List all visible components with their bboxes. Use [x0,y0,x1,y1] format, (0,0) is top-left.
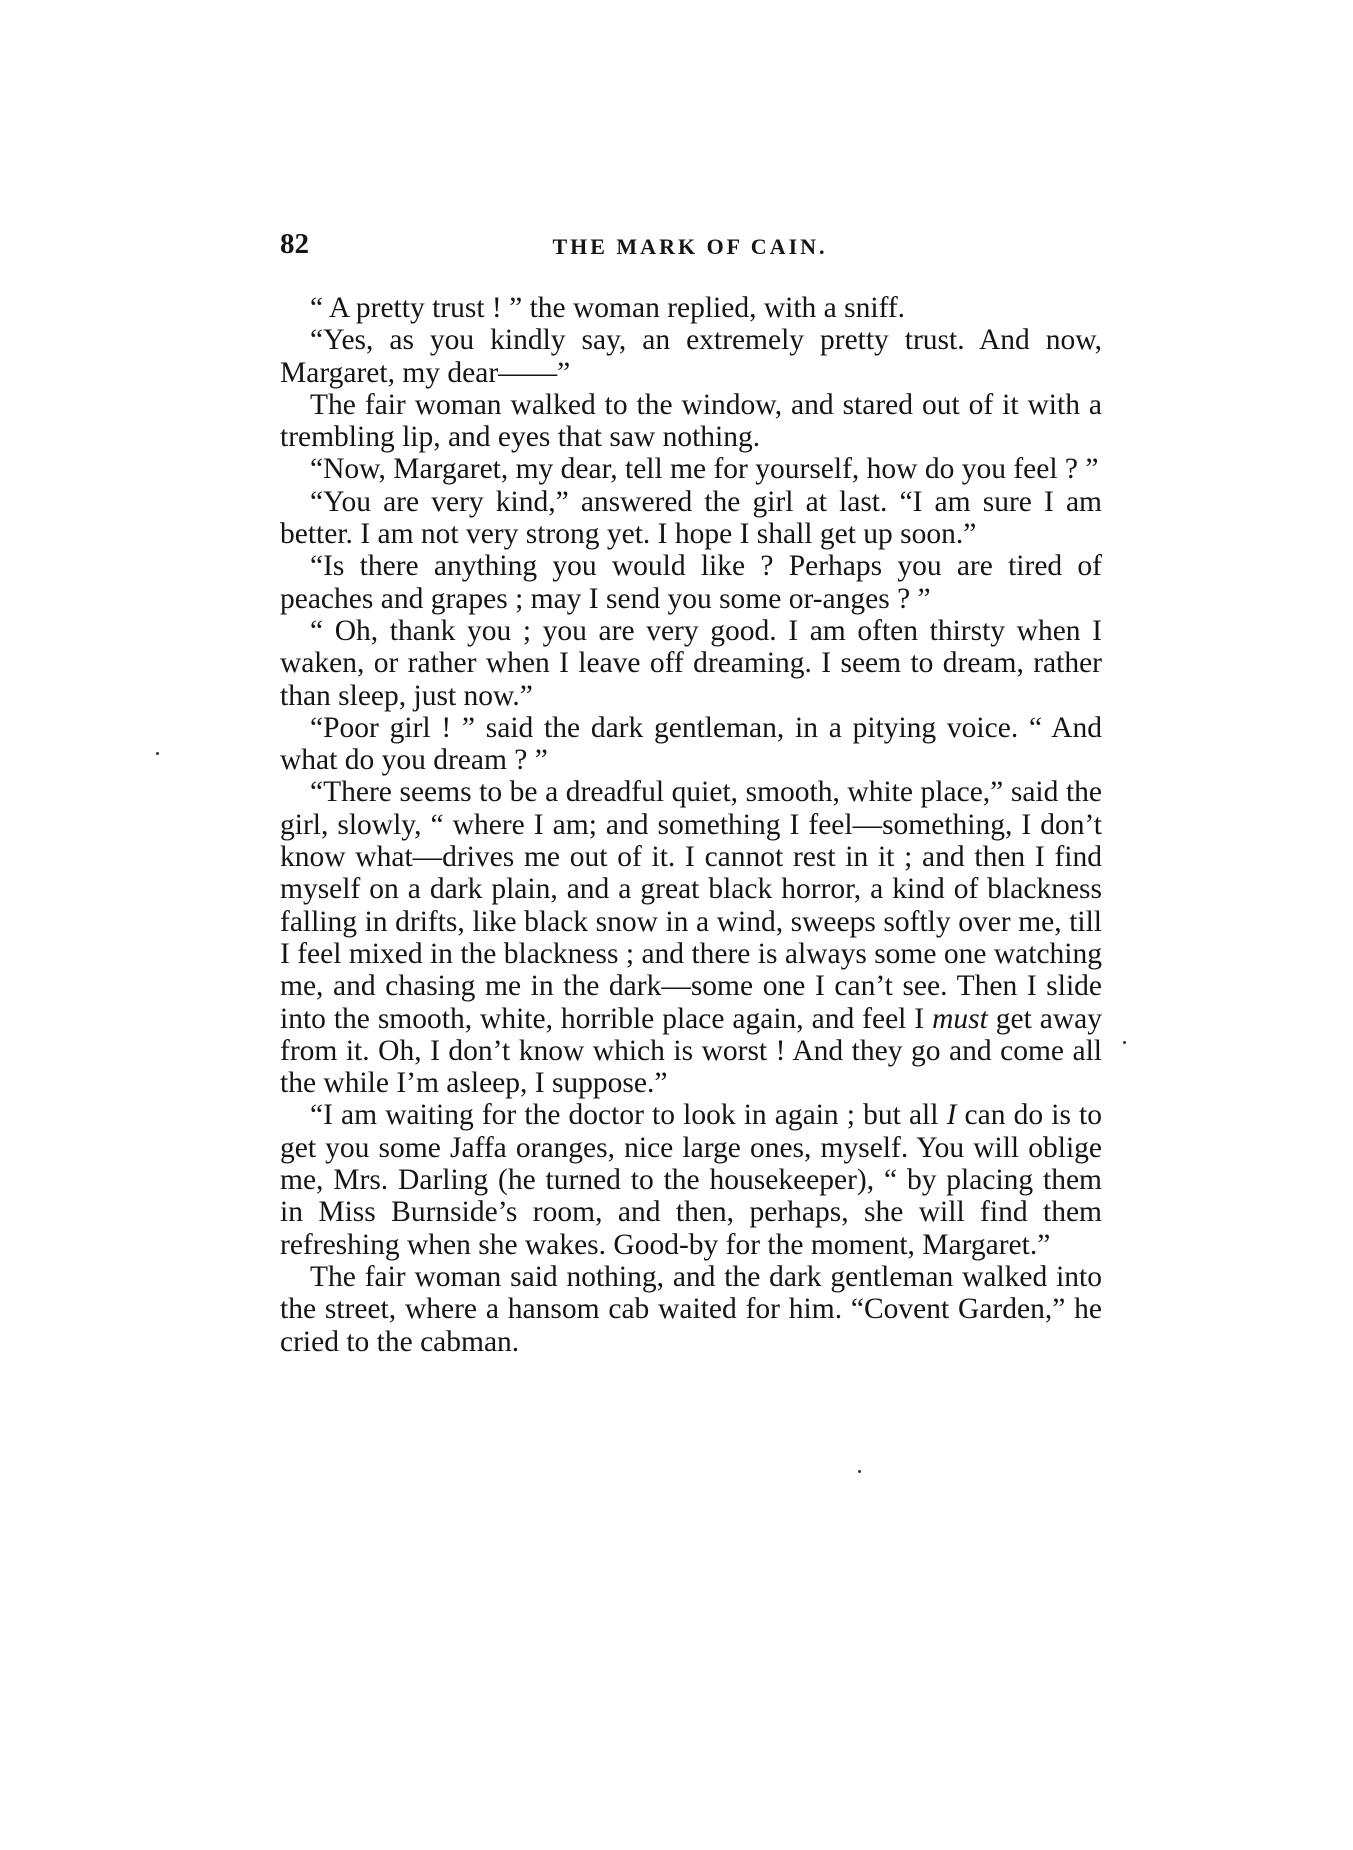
ink-speck [858,1470,861,1473]
running-head [280,228,1100,268]
paragraph: The fair woman walked to the window, and stared out of it with a trembling lip, and eyes that saw nothing. [280,388,1102,454]
paragraph: “ A pretty trust ! ” the woman replied, with a sniff. [310,292,906,324]
paragraph: “You are very kind,” answered the girl at last. “I am sure I am better. I am not very strong yet. I hope I shall get up soon.” [280,485,1102,551]
ink-speck [156,752,159,755]
paragraph: “Is there anything you would like ? Perhaps you are tired of peaches and grapes ; may I send you some or-anges ? ” [280,550,1102,615]
paragraph [280,1099,1102,1260]
paragraph: “Now, Margaret, my dear, tell me for yourself, how do you feel ? ” [310,453,1099,486]
emphasized-word: I [946,1099,957,1132]
paragraph-text: can do is to get you some Jaffa oranges, nice large ones, myself. You will oblige me, Mrs. Darling (he turned to the housekeeper), “ by placing them in Miss Burnside’s room, and then, perhaps, she will find them refreshing when she wakes. Good-by for the moment, Margaret.” [280,1099,1102,1261]
paragraph-text: get away from it. Oh, I don’t know which is worst ! And they go and come all the while I’m asleep, I suppose.” [280,1002,1102,1100]
paragraph-text: “I am waiting for the doctor to look in again ; but all [310,1099,947,1132]
running-title: THE MARK OF CAIN. [552,234,828,259]
paragraph: “Poor girl ! ” said the dark gentleman, in a pitying voice. “ And what do you dream ? ” [280,711,1102,777]
paragraph [280,776,1102,1099]
page-number: 82 [280,228,309,260]
paragraph: “ Oh, thank you ; you are very good. I am often thirsty when I waken, or rather when I leave off dreaming. I seem to dream, rather than sleep, just now.” [280,614,1102,712]
paragraph-text: “There seems to be a dreadful quiet, smooth, white place,” said the girl, slowly, “ where I am; and something I feel—something, I don’t know what—drives me out of it. I cannot rest in it ; and then I find myself on a dark plain, and a great black horror, a kind of blackness falling in drifts, like black snow in a wind, sweeps softly over me, till I feel mixed in the blackness ; and there is always some one watching me, and chasing me in the dark—some one I can’t see. Then I slide into the smooth, white, horrible place again, and feel I [280,776,1102,1035]
body-text [280,292,1102,1358]
ink-speck [1123,1041,1126,1044]
emphasized-word: must [932,1002,988,1035]
paragraph: The fair woman said nothing, and the dark gentleman walked into the street, where a hansom cab waited for him. “Covent Garden,” he cried to the cabman. [280,1260,1102,1358]
paragraph: “Yes, as you kindly say, an extremely pretty trust. And now, Margaret, my dear——” [280,324,1102,389]
